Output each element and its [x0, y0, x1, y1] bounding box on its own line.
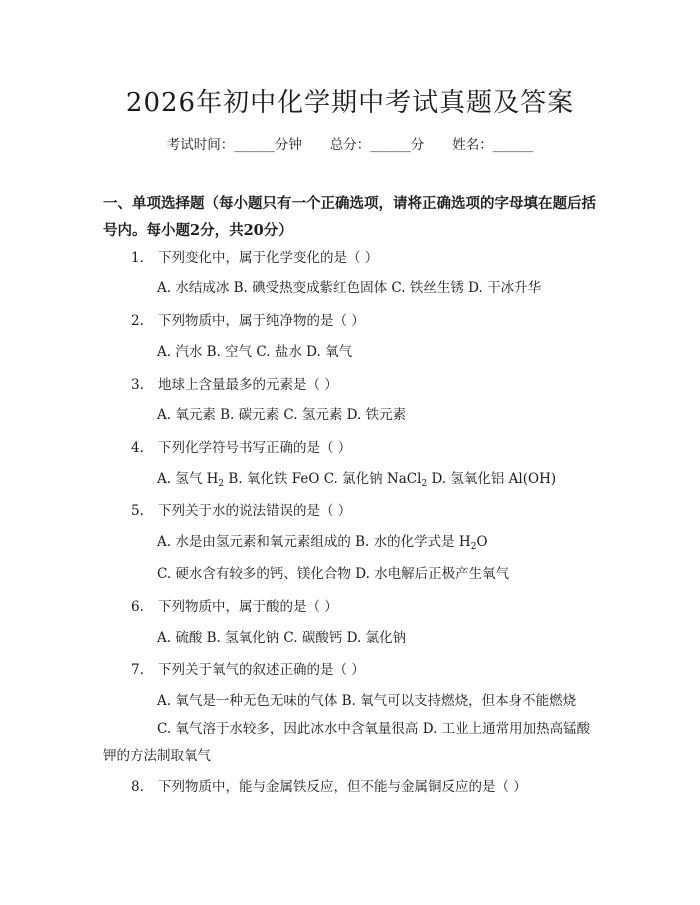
question-7-options-line1: A. 氧气是一种无色无味的气体 B. 氧气可以支持燃烧，但本身不能燃烧 [157, 693, 577, 709]
subscript: 2 [470, 542, 477, 552]
question-number: 2. [131, 313, 144, 329]
question-number: 5. [131, 503, 144, 519]
question-number: 8. [131, 779, 144, 795]
question-3-options: A. 氧元素 B. 碳元素 C. 氢元素 D. 铁元素 [157, 407, 407, 423]
question-text: 下列关于水的说法错误的是（ ） [158, 503, 352, 519]
question-number: 3. [131, 377, 144, 393]
option-text: C. 氧气溶于水较多，因此冰水中含氧量很高 D. 工业上通常用加热高锰酸钾的方法制取氧气 [103, 721, 591, 764]
question-number: 4. [131, 440, 144, 456]
subscript: 2 [218, 479, 225, 489]
question-text: 下列物质中，能与金属铁反应，但不能与金属铜反应的是（ ） [158, 779, 527, 795]
section-heading: 一、单项选择题（每小题只有一个正确选项，请将正确选项的字母填在题后括号内。每小题2分，共20分） [103, 195, 596, 239]
subscript: 2 [421, 479, 428, 489]
question-text: 下列变化中，属于化学变化的是（ ） [158, 250, 379, 266]
option-text: A. 水是由氢元素和氧元素组成的 B. 水的化学式是 H [157, 534, 471, 550]
question-7-options-line2 [103, 716, 603, 770]
option-text: B. 氧化铁 FeO C. 氯化钠 NaCl [224, 471, 422, 487]
exam-name-field: 姓名：______ [452, 137, 534, 153]
question-7 [131, 658, 365, 678]
question-text: 下列物质中，属于酸的是（ ） [158, 599, 338, 615]
question-3 [131, 373, 338, 393]
question-text: 下列化学符号书写正确的是（ ） [158, 440, 352, 456]
question-5-options-line1 [157, 530, 488, 552]
question-number: 6. [131, 599, 144, 615]
exam-time-field: 考试时间：______分钟 [166, 137, 302, 153]
question-1 [131, 246, 378, 266]
question-6 [131, 595, 338, 615]
question-4 [131, 436, 351, 456]
question-number: 1. [131, 250, 144, 266]
option-text: O [476, 534, 488, 550]
question-4-options [157, 467, 556, 489]
question-text: 下列关于氧气的叙述正确的是（ ） [158, 662, 365, 678]
question-5 [131, 499, 351, 519]
option-text: A. 氢气 H [157, 471, 219, 487]
question-2-options: A. 汽水 B. 空气 C. 盐水 D. 氧气 [157, 344, 353, 360]
question-2 [131, 309, 365, 329]
question-1-options: A. 水结成冰 B. 碘受热变成紫红色固体 C. 铁丝生锈 D. 干冰升华 [157, 280, 542, 296]
question-text: 地球上含量最多的元素是（ ） [158, 377, 338, 393]
exam-info-line [0, 133, 700, 153]
question-6-options: A. 硫酸 B. 氢氧化钠 C. 碳酸钙 D. 氯化钠 [157, 630, 407, 646]
question-5-options-line2: C. 硬水含有较多的钙、镁化合物 D. 水电解后正极产生氧气 [157, 566, 510, 582]
exam-score-field: 总分：______分 [329, 137, 425, 153]
question-8 [131, 775, 527, 795]
question-text: 下列物质中，属于纯净物的是（ ） [158, 313, 365, 329]
option-text: D. 氢氧化铝 Al(OH) [427, 471, 557, 487]
question-number: 7. [131, 662, 144, 678]
page-title: 2026年初中化学期中考试真题及答案 [125, 88, 575, 118]
